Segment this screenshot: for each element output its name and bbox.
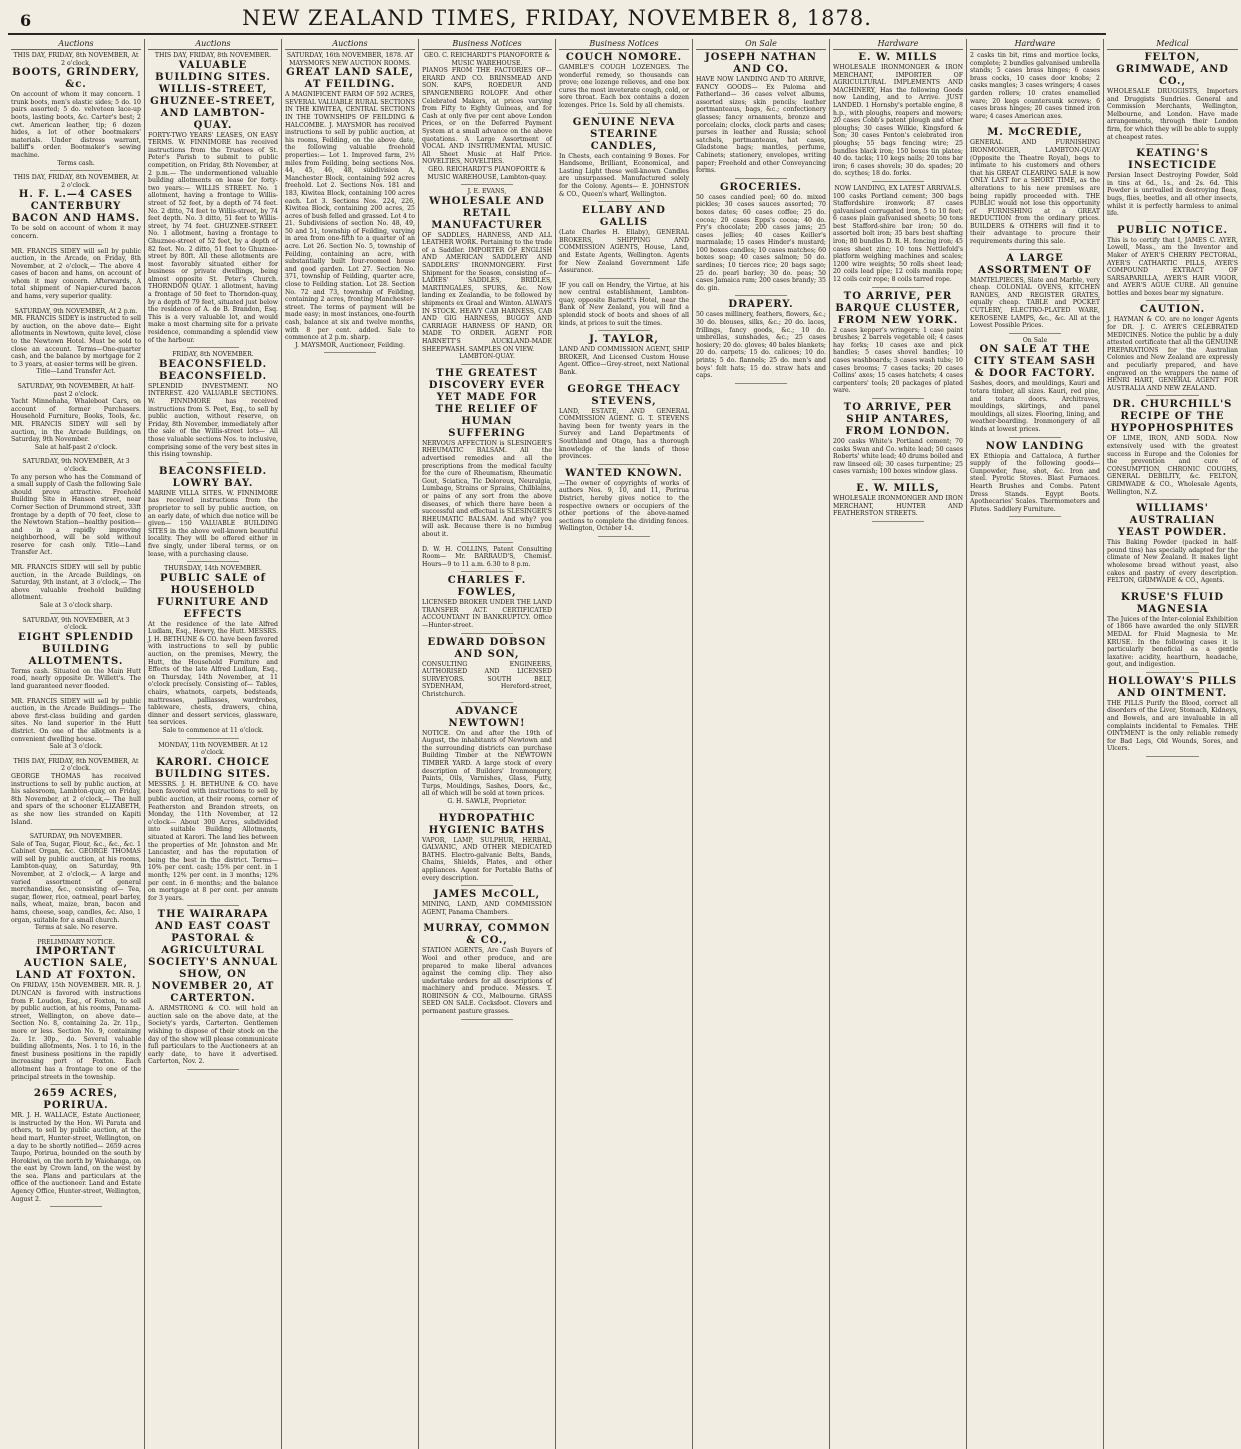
advertisement [559, 52, 689, 110]
ad-dateline: THIS DAY, FRIDAY, 8th NOVEMBER, At 2 o'clock. [13, 174, 139, 189]
ad-headline: DR. CHURCHILL'S RECIPE OF THE HYPOPHOSPHITES [1110, 399, 1235, 435]
ad-body: GEORGE THOMAS has received instructions to sell by public auction, at his salesroom, Lambton-quay, on Friday, 8th November, at 2 o'clock,— The hull and spars of the schooner ELIZABETH, as she now lies stranded on Kapiti Island. [11, 772, 141, 826]
ad-body: MR. FRANCIS SIDEY will sell by public auction, in the Arcade Buildings— The above first-class building and garden sites. No land superior in the Hutt district. On one of the allotments is a convenient dwelling house. [11, 697, 141, 743]
column-heading: Auctions [148, 39, 278, 50]
advertisement [833, 52, 963, 178]
ad-separator [187, 462, 239, 463]
ad-separator [1146, 588, 1198, 589]
ad-separator [598, 464, 650, 465]
ad-separator [598, 330, 650, 331]
ad-body: 2 casks tin bit, rims and mortice locks, complete; 2 bundles galvanised umbrella stands; 5 cases brass hinges; 6 cases brass cocks, 10 cases door knobs; 2 casks mangles; 3 cases wringers; 4 cases garden rollers; 10 crates enamelled ware; 20 kegs countersunk screws; 6 cases brass hinges; 20 cases tinned iron ware; 4 cases American axes. [970, 52, 1100, 120]
ad-separator [598, 278, 650, 279]
ad-headline: MURRAY, COMMON & CO., [423, 923, 551, 947]
ad-closing: GEO. REICHARDT'S PIANOFORTE & MUSIC WAREHOUSE, Lambton-quay. [427, 165, 547, 181]
advertisement [11, 308, 141, 376]
ad-body: STATION AGENTS, Are Cash Buyers of Wool and other produce, and are prepared to make liberal advances against the coming clip. They also undertake orders for all descriptions of machinery and produce. Messrs. T. ROBINSON & CO., Melbourne. GRASS SEED ON SALE. Cocksfoot. Clovers and permanent pasture grasses. [422, 947, 552, 1016]
ad-headline: PUBLIC NOTICE. [1117, 224, 1228, 236]
ad-separator [187, 1069, 239, 1070]
advertisement [11, 833, 141, 932]
ad-body: IF you call on Hendry, the Virtue, at his new central establishment, Lambton-quay, opposite Barnett's Hotel, near the Bank of New Zealand, you will find a splendid stock of boots and shoes of all kinds, at prices to suit the times. [559, 281, 689, 327]
newspaper-title: NEW ZEALAND TIMES, FRIDAY, NOVEMBER 8, 1878. [242, 6, 872, 30]
ad-body: In Chests, each containing 9 Boxes. For Handsome, Brilliant, Economical, and Lasting Light these well-known Candles are unsurpassed. Manufactured solely for the Colony. Agents— E. JOHNSTON & CO., Queen's wharf, Wellington. [559, 152, 689, 198]
ad-body: On account of whom it may concern. 1 trunk boots, men's elastic sides; 5 do. 10 pairs assorted; 5 do. velveteen lace-up boots, lasting boots, &c. Carter's best; 2 cwt. American leather, tip; 6 dozen hides, a lot of other bootmakers' materials. Under distress warrant, balliff's order. Bootmaker's sewing machine. [11, 91, 141, 159]
column-8 [967, 39, 1104, 1449]
ad-body: HAVE NOW LANDING AND TO ARRIVE, FANCY GOODS— Ex Paloma and Fatherland— 36 cases velvet albums, assorted sizes; skin pencils; leather portmanteaus, bags, &c.; confectionery glasses; fancy ornaments, bronze and porcelain; clocks, clock parts and cases; purses in leather and Russia; school satchels, portmanteaus, hat cases, Gladstone bags; mantles, perfume, Cabinets; stationery, envelopes, writing paper; Freehold and other Conveyancing forms. [696, 76, 826, 175]
ad-separator [187, 561, 239, 562]
ad-headline: HYDROPATHIC HYGIENIC BATHS [428, 812, 546, 836]
advertisement [559, 384, 689, 461]
ad-closing: Sale at 3 o'clock. [49, 743, 103, 751]
advertisement [1107, 304, 1238, 392]
advertisement [559, 117, 689, 199]
ad-headline: A LARGE ASSORTMENT OF [978, 252, 1092, 276]
advertisement [148, 909, 278, 1066]
column-heading: Hardware [970, 39, 1100, 50]
ad-headline: FELTON, GRIMWADE, AND CO., [1116, 52, 1229, 87]
ad-separator [461, 809, 513, 810]
advertisement [559, 468, 689, 533]
ad-headline: ON SALE AT THE CITY STEAM SASH & DOOR FACTORY. [974, 344, 1096, 380]
ad-headline: ELLABY AND GALLIS [582, 205, 666, 229]
ad-headline: KEATING'S INSECTICIDE [1128, 148, 1217, 172]
ad-headline: THE WAIRARAPA AND EAST COAST PASTORAL & AGRICULTURAL SOCIETY'S ANNUAL SHOW, ON NOVEMBER 20, AT CARTERTON. [148, 909, 278, 1005]
ad-headline: TO ARRIVE, PER SHIP ANTARES, FROM LONDON. [843, 401, 953, 437]
ad-separator [50, 1084, 102, 1085]
ad-separator [187, 347, 239, 348]
column-4 [419, 39, 556, 1449]
advertisement [1107, 148, 1238, 218]
advertisement [970, 52, 1100, 120]
ad-body: THE PILLS Purify the Blood, correct all disorders of the Liver, Stomach, Kidneys, and Bowels, and are invaluable in all complaints incidental to Females. THE OINTMENT is the only reliable remedy for Bad Legs, Old Wounds, Sores, and Ulcers. [1107, 699, 1238, 753]
ad-headline: E. W. MILLS, [856, 482, 940, 494]
advertisement [833, 185, 963, 284]
column-heading: Business Notices [559, 39, 689, 50]
ad-separator [461, 571, 513, 572]
ad-headline: J. TAYLOR, [589, 334, 659, 346]
ad-separator [50, 613, 102, 614]
ad-body: MR. FRANCIS SIDEY is instructed to sell by auction, on the above date— Eight allotments in Newtown, quite level, close to the Newtown Hotel. Must be sold to close an account. Terms—One-quarter cash, and the balance by mortgage for 2 to 3 years, at easier terms will be given. [11, 315, 141, 368]
ad-headline: BEACONSFIELD. BEACONSFIELD. [158, 358, 268, 382]
ad-body: MARINE VILLA SITES. W. FINNIMORE has received instructions from the proprietor to sell by public auction, on an early date, of which due notice will be given— 150 VALUABLE BUILDING SITES in the above well-known beautiful locality. They will be offered either in five singly, under liberal terms, or on lease, with a purchasing clause. [148, 489, 278, 558]
ad-body: This is to certify that I, JAMES C. AYER, Lowell, Mass., am the Inventor and Maker of AYER'S CHERRY PECTORAL, AYER'S CATHARTIC PILLS, AYER'S COMPOUND EXTRACT OF SARSAPARILLA, AYER'S HAIR VIGOR, and AYER'S AGUE CURE. All genuine bottles and boxes bear my signature. [1107, 236, 1238, 297]
advertisement [1107, 399, 1238, 496]
ad-separator [598, 201, 650, 202]
ad-body: Terms cash. Situated on the Main Hutt road, nearly opposite Dr. Willett's. The land guaranteed never flooded. [11, 667, 141, 690]
ad-dateline: SATURDAY, 9th NOVEMBER. [29, 833, 123, 841]
ad-headline: CAUTION. [1139, 304, 1206, 316]
ad-body: MANTELPIECES, Slate and Marble, very cheap. COLONIAL OVENS, KITCHEN RANGES, AND REGISTER GRATES, equally cheap. TABLE and POCKET CUTLERY, ELECTRO-PLATED WARE, KEROSENE LAMPS, &c., &c. All at the Lowest Possible Prices. [970, 276, 1100, 330]
ad-separator [872, 287, 924, 288]
advertisement [1107, 503, 1238, 585]
advertisement [970, 127, 1100, 245]
ad-body: GAMBLE'S COUGH LOZENGES. The wonderful remedy, so thousands can prove; one lozenge relieves, and one box cures the most inveterate cough, cold, or sore throat. Each box contains a dozen lozenges. Price 1s. Sold by all chemists. [559, 64, 689, 109]
ad-dateline: THIS DAY, FRIDAY, 8th NOVEMBER, At 2 o'clock, [13, 52, 139, 67]
ad-body: At the residence of the late Alfred Ludlam, Esq., Hewry, the Hutt. MESSRS. J. H. BETHUNE & CO. have been favored with instructions to sell by public auction, on the premises, Mewry, the Hutt, the Household Furniture and Effects of the late Alfred Ludlam, Esq., on Thursday, 14th November, at 11 o'clock precisely. Consisting of— Tables, chairs, whatnots, carpets, bedsteads, mattresses, palliasses, wardrobes, tableware, chests, drawers, china, dinner and dessert services, glassware, tea services. [148, 620, 278, 727]
ad-separator [872, 398, 924, 399]
advertisement [833, 291, 963, 395]
advertisement [422, 188, 552, 361]
ad-body: This Baking Powder (packed in half-pound tins) has specially adapted for the climate of New Zealand. It makes light wholesome bread without yeast, also cakes and pastry of every description. FELTON, GRIMWADE & CO., Agents. [1107, 539, 1238, 585]
advertisement [422, 889, 552, 916]
advertisement [11, 617, 141, 691]
ad-body: LAND, ESTATE, AND GENERAL COMMISSION AGENT. G. T. STEVENS having been for twenty years in the Survey and Land Departments of Southland and Otago, has a thorough knowledge of the lands of those provinces. [559, 407, 689, 461]
advertisement [11, 174, 141, 240]
ad-separator [1146, 221, 1198, 222]
advertisement [696, 52, 826, 175]
ad-separator [50, 304, 102, 305]
ad-separator [1146, 300, 1198, 301]
ad-headline: COUCH NOMORE. [565, 52, 683, 63]
ad-headline: GREAT LAND SALE, AT FEILDING. [286, 67, 414, 91]
ad-separator [735, 295, 787, 296]
ad-body: LICENSED BROKER UNDER THE LAND TRANSFER ACT. CERTIFICATED ACCOUNTANT IN BANKRUPTCY. Office—Hunter-street. [422, 599, 552, 630]
ad-dateline: SATURDAY, 9th NOVEMBER, At half-past 2 o'clock. [17, 383, 135, 398]
ad-headline: WANTED KNOWN. [565, 467, 683, 479]
column-7 [830, 39, 967, 1449]
advertisement [11, 939, 141, 1081]
ad-body: D. W. H. COLLINS, Patent Consulting Room— Mr. BARRAUD'S, Chemist. Hours—9 to 11 a.m. 6.30 to 8 p.m. [422, 545, 552, 568]
ad-separator [735, 383, 787, 384]
ad-body: GENERAL AND FURNISHING IRONMONGER, LAMBTON-QUAY (Opposite the Theatre Royal), begs to intimate to his customers and others that his GREAT CLEARING SALE is now ONLY LAST for a SHORT TIME, as the alterations to his new premises are being rapidly proceeded with. THE PUBLIC would not lose this opportunity of FURNISHING at a GREAT REDUCTION from the ordinary prices. BUILDERS & OTHERS will find it to their advantage to procure their requirements during this sale. [970, 139, 1100, 246]
advertisement [559, 205, 689, 275]
ad-body: On FRIDAY, 15th NOVEMBER. MR. R. J. DUNCAN is favored with instructions from F. Loudon, Esq., of Foxton, to sell by public auction, at his rooms, Panama-street, Wellington, on above date— Section No. 8, containing 2a. 2r. 11p., more or less. Section No. 9, containing 2a. 1r. 30p., do. Several valuable building allotments, Nos. 1 to 16, in the finest business positions in the rapidly increasing port of Foxton. Each allotment has a frontage to one of the principal streets in the township. [11, 982, 141, 1081]
advertisement [970, 253, 1100, 330]
ad-dateline: THURSDAY, 14th NOVEMBER. [164, 565, 262, 573]
advertisement [696, 182, 826, 293]
ad-headline: GROCERIES. [719, 181, 803, 193]
column-1 [8, 39, 145, 1449]
ad-body: To be sold on account of whom it may concern. [11, 225, 141, 240]
ad-dateline: On Sale [1022, 336, 1048, 344]
ad-headline: JAMES McCOLL, [433, 889, 541, 901]
ad-headline: KARORI. CHOICE BUILDING SITES. [155, 756, 271, 780]
ad-headline: BOOTS, GRINDERY, &c. [12, 67, 140, 91]
ad-body: To any person who has the Command of a small supply of Cash the following Sale should prove attractive. Freehold Building Site in Hanson street, near Corner Section of Drummond street, 33ft frontage by a depth of 70 feet, close to the Newtown Station—healthy position—and in a rapidly improving neighborhood, will be sold without reserve for cash only. Title—Land Transfer Act. [11, 473, 141, 557]
ad-body: WHOLESALE DRUGGISTS, Importers and Druggists Sundries. General and Commission Merchants, Wellington, Melbourne, and London. Have made arrangements, through their London firm, for which they will be able to supply at cheapest rates. [1107, 88, 1238, 141]
ad-dateline: THIS DAY, FRIDAY, 8th NOVEMBER. [154, 52, 272, 59]
ad-body: SPLENDID INVESTMENT. NO INTEREST. 420 VALUABLE SECTIONS. W. FINNIMORE has received instructions from S. Peet, Esq., to sell by public auction, without reserve, on Friday, 8th November, immediately after the sale of the Willis-street lots— All those valuable sections Nos. to inclusive, comprising some of the very best sites in this rising township. [148, 382, 278, 459]
advertisement [11, 564, 141, 610]
ad-body: J. HAYMAN & CO. are no longer Agents for DR. J. C. AYER'S CELEBRATED MEDICINES. Notice the public by a duly attested certificate that all the GENUINE PREPARATIONS for the Australian Colonies and New Zealand are expressly and peculiarly prepared, and have engraved on the wrappers the name of HENRI HART, GENERAL AGENT FOR AUSTRALIA AND NEW ZEALAND. [1107, 316, 1238, 392]
ad-body: WHOLESALE IRONMONGER AND IRON MERCHANT, HUNTER AND FEATHERSTON STREETS. [833, 494, 963, 518]
ad-body: Sale of Tea, Sugar, Flour, &c., &c., &c. 1 Cabinet Organ, &c. GEORGE THOMAS will sell by public auction, at his rooms, Lambton-quay, on Saturday, 9th November, at 2 o'clock,— A large and varied assortment of general merchandise, &c., consisting of— Tea, sugar, flower, rice, oatmeal, pearl barley, nails, wheat, maize, bran, bacon and hams, cheese, soap, candles, &c. Also, 1 organ, suitable for a small church. [11, 840, 141, 924]
ad-separator [50, 379, 102, 380]
ad-separator [324, 352, 376, 353]
ad-body: MR. FRANCIS SIDEY will sell by public auction, in the Arcade, on Friday, 8th November, at 2 o'clock,— The above 4 cases of bacon and hams, on account of whom it may concern. Afterwards, A total shipment of Napier-cured bacon and hams, very superior quality. [11, 247, 141, 301]
advertisement [559, 334, 689, 376]
column-heading: Business Notices [422, 39, 552, 50]
advertisement [11, 1088, 141, 1203]
ad-dateline: THIS DAY, FRIDAY, 8th NOVEMBER, At 2 o'clock. [13, 757, 139, 773]
page-number: 6 [20, 11, 32, 30]
ad-separator [735, 178, 787, 179]
ad-separator [50, 935, 102, 936]
ad-closing: Title—Land Transfer Act. [36, 368, 116, 376]
ad-body: Persian Insect Destroying Powder, Sold in tins at 6d., 1s., and 2s. 6d. This Powder is unrivalled in destroying fleas, bugs, flies, beetles, and all other insects, whilst it is perfectly harmless to animal life. [1107, 172, 1238, 218]
ad-body: OF LIME, IRON, AND SODA. Now extensively used with the greatest success in Europe and the Colonies for the prevention and cure of CONSUMPTION, CHRONIC COUGHS, GENERAL DEBILITY, &c. FELTON, GRIMWADE & CO., Wholesale Agents, Wellington, N.Z. [1107, 435, 1238, 496]
column-heading: Hardware [833, 39, 963, 50]
ad-body: EX Ethiopia and Cattaloca, A further supply of the following goods— Gunpowder, fuse, shot, &c. Iron and steel. Pyrotic Stoves. Blast Furnaces. Hearth Brushes and Combs. Patent Dress Stands. Egypt Boots. Apothecaries' Scales. Thermometers and Flutes. Saddlery Furniture. [970, 452, 1100, 513]
ad-body: 50 cases millinery, feathers, flowers, &c.; 30 do. blouses, silks, &c.; 20 do. laces, frillings, fancy goods, &c.; 10 do. umbrellas, sunshades, &c.; 25 cases hosiery; 20 do. gloves; 40 bales blankets; 20 do. carpets; 15 do. calicoes; 10 do. prints; 5 do. flannels; 25 do. men's and boys' felt hats; 15 do. straw hats and caps. [696, 311, 826, 380]
ad-headline: NOW LANDING [985, 440, 1085, 452]
ad-body: 2 cases kepper's wringers; 1 case paint brushes; 2 barrels vegetable oil; 4 cases hay forks; 10 cases axe and pick handles; 5 cases shovel handles; 10 cases washboards; 3 cases wash tubs; 10 cases brooms; 7 cases tacks; 20 cases Collins' axes; 15 cases hatchets; 4 cases carpenters' tools; 20 packages of plated ware. [833, 326, 963, 395]
advertisement [11, 458, 141, 557]
ad-dateline: MONDAY, 11th NOVEMBER. At 12 o'clock. [158, 741, 268, 757]
advertisement [422, 368, 552, 539]
ad-separator [1146, 499, 1198, 500]
advertisement [422, 637, 552, 699]
ad-closing: LAMBTON-QUAY. [459, 353, 515, 361]
advertisement [148, 52, 278, 344]
ad-separator [461, 1019, 513, 1020]
column-2 [145, 39, 282, 1449]
ad-body: NOTICE. On and after the 19th of August, the inhabitants of Newtown and the surrounding districts can purchase Building Timber at the NEWTOWN TIMBER YARD. A large stock of every description of Builders' Ironmongery, Paints, Oils, Varnishes, Glass, Putty, Turps, Mouldings, Sashes, Doors, &c., all of which will be sold at town prices. [422, 729, 552, 798]
ad-headline: TO ARRIVE, PER BARQUE CLUSTER, FROM NEW YORK. [835, 290, 961, 326]
ad-body: A MAGNIFICENT FARM OF 592 ACRES, SEVERAL VALUABLE RURAL SECTIONS IN THE KIWITEA, CENTRAL SECTIONS IN THE TOWNSHIPS OF FEILDING & HALCOMBE. J. MAYSMOR has received instructions to sell by public auction, at his rooms, Feilding, on the above date, the following valuable freehold properties:— Lot 1. Improved farm, 2½ miles from Feilding, being sections Nos. 44, 45, 46, 48, subdivision A, Manchester Block, containing 592 acres freehold. Lot 2. Sections Nos. 181 and 183, Kiwitea Block, containing 100 acres each. Lot 3. Sections Nos. 224, 226, Kiwitea Block, containing 200 acres, 25 acres of bush felled and grassed. Lot 4 to 21. Subdivisions of section No. 48, 49, 50 and 51, township of Feilding, varying in area from one-fifth to a quarter of an acre. Lot 26. Section No. 5, township of Feilding, containing an acre, with substantially built four-roomed house and good garden. Lot 27. Section No. 371, township of Feilding, quarter acre, close to Feilding station. Lot 28. Section No. 72 and 73, township of Feilding, containing 2 acres, fronting Manchester-street. The terms of payment will be made easy; in most instances, one-fourth cash, balance at six and twelve months, with 8 per cent. added. Sale to commence at 2 p.m. sharp. [285, 91, 415, 342]
ad-headline: WHOLESALE AND RETAIL MANUFACTURER [429, 195, 545, 231]
column-5 [556, 39, 693, 1449]
column-heading: Auctions [11, 39, 141, 50]
ad-separator [50, 170, 102, 171]
ad-dateline: SATURDAY, 9th NOVEMBER, At 3 o'clock. [22, 616, 130, 632]
ad-separator [872, 181, 924, 182]
ad-closing: Sale at 3 o'clock sharp. [39, 602, 113, 610]
ad-body: 50 cases candied peel; 60 do. mixed pickles; 30 cases sauces assorted; 70 boxes dates; 60 cases coffee; 25 do. cocoa; 20 cases Epps's cocoa; 40 do. Fry's chocolate; 200 cases jams; 25 cases jellies; 40 cases Keiller's marmalade; 15 cases Hinder's mustard; 100 boxes candles; 10 cases matches; 60 boxes soap; 40 cases salmon; 50 do. sardines; 10 tierces rice; 20 bags sago; 25 do. pearl barley; 30 do. peas; 50 cases Jamaica rum; 200 cases brandy; 35 do. gin. [696, 193, 826, 292]
ad-body: PIANOS FROM THE FACTORIES OF— ERARD AND CO. BRINSMEAD AND SON. KAPS, ROEDEUR AND SPANGENBERG ROLOFF. And other Celebrated Makers, at prices varying from Fifty to Eighty Guineas, and for Cash at only five per cent above London Prices, or on the Deferred Payment System at a small advance on the above quotations. A Large Assortment of VOCAL AND INSTRUMENTAL MUSIC. All Sheet Music at Half Price. NOVELTIES, NOVELTIES. [422, 67, 552, 166]
ad-separator [872, 479, 924, 480]
ad-separator [1146, 395, 1198, 396]
ad-headline: GEORGE THEACY STEVENS, [567, 383, 681, 407]
advertisement [148, 565, 278, 735]
ad-separator [50, 1206, 102, 1207]
ad-body: 200 casks White's Portland cement; 70 casks Swan and Co. white lead; 50 cases Roberts' white lead; 40 drums boiled and raw linseed oil; 30 cases turpentine; 25 cases varnish; 100 boxes window glass. [833, 437, 963, 476]
ad-headline: M. McCREDIE, [987, 127, 1083, 139]
ad-headline: GENUINE NEVA STEARINE CANDLES, [572, 116, 676, 152]
ad-headline: PUBLIC SALE of HOUSEHOLD FURNITURE AND EFFECTS [156, 572, 270, 620]
column-6 [693, 39, 830, 1449]
ad-separator [50, 694, 102, 695]
ad-body: MR. FRANCIS SIDEY will sell by public auction, in the Arcade Buildings, on Saturday, 9th instant, at 3 o'clock,— The above valuable freehold building allotment. [11, 564, 141, 602]
ad-headline: THE GREATEST DISCOVERY EVER YET MADE FOR THE RELIEF OF HUMAN SUFFERING [428, 367, 546, 439]
advertisement [970, 441, 1100, 514]
ad-closing: J. MAYSMOR, Auctioneer, Feilding. [295, 341, 405, 349]
ad-separator [598, 380, 650, 381]
ad-separator [50, 560, 102, 561]
ad-headline: H. F. L.—4 CASES CANTERBURY BACON AND HAMS. [11, 189, 141, 225]
ad-separator [50, 754, 102, 755]
ad-separator [50, 244, 102, 245]
advertisement [696, 299, 826, 379]
ad-headline: VALUABLE BUILDING SITES. WILLIS-STREET, GHUZNEE-STREET, AND LAMBTON-QUAY. [150, 59, 276, 131]
advertisement [422, 813, 552, 883]
ad-separator [598, 113, 650, 114]
advertisement [422, 546, 552, 569]
ad-separator [1146, 672, 1198, 673]
column-heading: Medical [1107, 39, 1238, 50]
ad-headline: WILLIAMS' AUSTRALIAN YEAST POWDER. [1117, 503, 1228, 539]
ad-separator [461, 364, 513, 365]
ad-separator [461, 184, 513, 185]
advertisement [422, 706, 552, 806]
ad-body: —The owner of copyrights of works of authors Nos. 9, 10, and 11, Porirua District, hereby gives notice to the respective owners or occupiers of the other portions of the above-named sections to complete the dividing fences. Wellington, October 14. [559, 479, 689, 533]
advertisement [148, 742, 278, 903]
ad-body: (Late Charles H. Ellaby), GENERAL BROKERS, SHIPPING AND COMMISSION AGENTS, House, Land, and Estate Agents, Wellington. Agents for New Zealand Government Life Assurance. [559, 229, 689, 275]
advertisement [1107, 225, 1238, 298]
ad-headline: JOSEPH NATHAN AND CO. [705, 52, 817, 75]
advertisement [11, 383, 141, 451]
advertisement [1107, 592, 1238, 669]
ad-separator [1146, 756, 1198, 757]
ad-body: MESSRS. J. H. BETHUNE & CO. have been favored with instructions to sell by public auction, at their rooms, corner of Featherston and Brandon streets, on Monday, the 11th November, at 12 o'clock— About 300 Acres, subdivided into suitable Building Allotments, situated at Karori. The land lies between the properties of Mr. Johnston and Mr. Lancaster, and has the reputation of being the best in the district. Terms—10% per cent. cash; 15% per cent. in 1 month; 12% per cent. in 3 months; 12% per cent. in 6 months; and the balance on mortgage at 8 per cent. per annum for 3 years. [148, 780, 278, 902]
advertisement [970, 337, 1100, 434]
ad-dateline: NOW LANDING, EX LATEST ARRIVALS. [834, 184, 962, 192]
ad-separator [461, 633, 513, 634]
ad-headline: BEACONSFIELD. LOWRY BAY. [158, 465, 268, 489]
ad-body: Sashes, doors, and mouldings, Kauri and totara timber, all sizes. Kauri, red pine, and totara doors. Architraves, mouldings, skirtings, and panel mouldings, all sizes. Flooring, lining, and weather-boarding. Ironmongery of all kinds at lowest prices. [970, 380, 1100, 433]
ad-headline: EIGHT SPLENDID BUILDING ALLOTMENTS. [18, 631, 134, 667]
ad-closing: G. H. SAWLE, Proprietor. [447, 797, 527, 805]
advertisement [11, 698, 141, 751]
ad-closing: Sale to commence at 11 o'clock. [162, 727, 264, 734]
ad-closing: Sale at half-past 2 o'clock. [34, 443, 118, 451]
advertisement [11, 758, 141, 826]
advertisement [148, 466, 278, 558]
advertisement [11, 52, 141, 167]
ad-body: Yacht Minnehaha, Whaleboat Cars, on account of former Purchasers. Household Furniture, Books, Tools, &c. MR. FRANCIS SIDEY will sell by auction, in the Arcade Buildings, on Saturday, 9th November. [11, 398, 141, 444]
advertisement [422, 923, 552, 1015]
ad-dateline: PRELIMINARY NOTICE. [37, 938, 115, 946]
ad-separator [1009, 333, 1061, 334]
ad-separator [461, 702, 513, 703]
ad-separator [1009, 437, 1061, 438]
ad-headline: E. W. MILLS [858, 52, 938, 63]
ad-headline: HOLLOWAY'S PILLS AND OINTMENT. [1107, 675, 1238, 699]
ad-headline: IMPORTANT AUCTION SALE, LAND AT FOXTON. [15, 946, 137, 982]
ad-separator [1009, 516, 1061, 517]
ad-headline: EDWARD DOBSON AND SON, [427, 636, 547, 660]
ad-separator [461, 542, 513, 543]
ad-separator [461, 885, 513, 886]
ad-headline: CHARLES F. FOWLES, [447, 575, 527, 599]
ad-separator [461, 919, 513, 920]
ad-separator [1009, 249, 1061, 250]
ad-body: MR. J. H. WALLACE, Estate Auctioneer, is instructed by the Hon. Wi Parata and others, to sell by public auction, at the head mart, Hunter-street, Wellington, on a day to be shortly notified— 2659 acres Taupo, Porirua, bounded on the south by Horokiwi, on the north by Waiohanga, on the east by Crown land, on the west by the sea. Plans and particulars at the office of the auctioneer. Land and Estate Agency Office, Hunter-street, Wellington, August 2. [11, 1112, 141, 1203]
ad-separator [872, 521, 924, 522]
ad-separator [187, 905, 239, 906]
column-heading: Auctions [285, 39, 415, 50]
advertisement [422, 575, 552, 629]
advertisement [148, 351, 278, 459]
column-3 [282, 39, 419, 1449]
ad-dateline: J. E. EVANS, [467, 188, 507, 196]
advertisement [559, 282, 689, 328]
columns-container [8, 39, 1238, 1449]
advertisement [1107, 52, 1238, 141]
ad-body: 100 casks Portland cement; 300 bags Staffordshire ironwork; 87 cases galvanised corrugated iron, 5 to 10 feet; 6 cases plain galvanised sheets; 50 tons best Stafford-shire bar iron; 50 do. assorted bolt iron; 35 bars best shafting iron; 80 bundles D. R. H. fencing iron; 45 cases sheet zinc; 10 tons Nettlefold's platform weighing machines and scales; 1200 wire weights; 50 rolls sheet lead; 20 coils lead pipe; 12 coils manila rope; 12 coils coir rope; 8 coils tarred rope. [833, 192, 963, 284]
column-heading: On Sale [696, 39, 826, 50]
ad-dateline: SATURDAY, 9th NOVEMBER, At 3 o'clock. [22, 458, 130, 473]
ad-body: The Juices of the Inter-colonial Exhibition of 1866 have awarded the only SILVER MEDAL for Fluid Magnesia to Mr. KRUSE. In the following cases it is particularly beneficial as a gentle laxative: acidity, heartburn, headache, gout, and indigestion. [1107, 615, 1238, 669]
ad-body: OF SADDLES, HARNESS, AND ALL LEATHER WORK. Pertaining to the trade of a Saddler. IMPORTER OF ENGLISH AND AMERICAN SADDLERY AND SADDLERS' IRONMONGERY. First Shipment for the Season, consisting of— LADIES' SADDLES, BRIDLES, MARTINGALES, SPURS, &c. Now landing ex Zealandia, to be followed by shipments ex Graal and Winton. ALWAYS IN STOCK. HEAVY CAB HARNESS, CAB AND GIG HARNESS, BUGGY AND CARRIAGE HARNESS OF HAND, OR MADE TO ORDER. AGENT FOR HARNETT'S AUCKLAND-MADE SHEEPWASH. SAMPLES ON VIEW. [422, 231, 552, 353]
ad-separator [598, 536, 650, 537]
ad-separator [1146, 144, 1198, 145]
advertisement [422, 52, 552, 181]
advertisement [833, 483, 963, 518]
ad-body: NERVOUS AFFECTION is SLESINGER'S RHEUMATIC BALSAM. All the advertised remedies and all the prescriptions from the medical faculty for the cure of Rheumatism, Rheumatic Gout, Sciatica, Tic Doloreux, Neuralgia, Lumbago, Strains or Sprains, Chilblains, or pains of any sort from the above diseases, of which there have been a successful and effectual is SLESINGER'S RHEUMATIC BALSAM. And why? you will ask. Because there is no humbug about it. [422, 439, 552, 538]
advertisement [285, 52, 415, 349]
ad-body: WHOLESALE IRONMONGER & IRON MERCHANT, IMPORTER OF AGRICULTURAL IMPLEMENTS AND MACHINERY, Has the following Goods now Landing, and to Arrive. JUST LANDED. 1 Hornsby's portable engine, 8 h.p., with ploughs, reapers and mowers; 20 cases Cobb's patent plough and other ploughs; 30 cases Wilkie, Kingsford & Son; 30 cases Fenton's celebrated iron ploughs; 55 bags fencing wire; 25 bundles black iron; 150 boxes tin plates; 40 do. tacks; 110 kegs nails; 20 tons bar iron; 6 cases shovels; 30 do. spades; 20 do. scythes; 18 do. forks. [833, 64, 963, 178]
ad-separator [1009, 123, 1061, 124]
ad-body: A. ARMSTRONG & CO. will hold an auction sale on the above date, at the Society's yards, Carterton. Gentlemen wishing to dispose of their stock on the day of the show will please communicate full particulars to the Auctioneers at an early date, to have it advertised. Carterton, Nov. 2. [148, 1005, 278, 1066]
ad-separator [187, 738, 239, 739]
column-9 [1104, 39, 1241, 1449]
masthead [8, 0, 1106, 35]
ad-body: LAND AND COMMISSION AGENT, SHIP BROKER, And Licensed Custom House Agent. Office—Grey-street, next National Bank. [559, 346, 689, 377]
ad-separator [50, 454, 102, 455]
ad-dateline: FRIDAY, 8th NOVEMBER. [172, 351, 254, 359]
ad-headline: KRUSE'S FLUID MAGNESIA [1121, 591, 1224, 615]
ad-headline: 2659 ACRES, PORIRUA. [33, 1088, 119, 1112]
ad-dateline: GEO. C. REICHARDT'S PIANOFORTE & MUSIC WAREHOUSE. [423, 52, 551, 67]
advertisement [1107, 676, 1238, 753]
ad-body: MINING, LAND, AND COMMISSION AGENT, Panama Chambers. [422, 901, 552, 916]
ad-body: VAPOR, LAMP, SULPHUR, HERBAL, GALVANIC, AND OTHER MEDICATED BATHS. Electro-galvanic Belts, Bands, Chains, Shields, Plates, and other appliances. Agent for Portable Baths of every description. [422, 836, 552, 882]
ad-body: CONSULTING ENGINEERS, AUTHORISED AND LICENSED SURVEYORS. SOUTH BELT, SYDENHAM, Hereford-street, Christchurch. [422, 660, 552, 699]
ad-closing: Terms cash. [57, 159, 95, 167]
advertisement [833, 402, 963, 476]
ad-headline: DRAPERY. [728, 299, 794, 311]
advertisement [11, 248, 141, 301]
ad-dateline: SATURDAY, 16th NOVEMBER, 1878. AT MAYSMOR'S NEW AUCTION ROOMS. [286, 52, 414, 67]
ad-separator [50, 829, 102, 830]
ad-dateline: SATURDAY, 9th NOVEMBER, At 2 p.m. [14, 307, 138, 315]
ad-closing: Terms at sale. No reserve. [34, 924, 118, 932]
ad-headline: ADVANCE NEWTOWN! [448, 705, 526, 729]
ad-body: FORTY-TWO YEARS' LEASES, ON EASY TERMS. W. FINNIMORE has received instructions from the Trustees of St. Peter's Parish to submit to public competition, on Friday, 8th November, at 2 p.m.— The undermentioned valuable building allotments on lease for forty-two years:— WILLIS STREET. No. 1 allotment, having a frontage to Willis-street of 52 feet, by a depth of 74 feet. No. 2 ditto, 74 feet to Willis-street, by 74 feet depth. No. 3 ditto, 51 feet to Willis-street, by 74 feet. GHUZNEE-STREET. No. 1 allotment, having a frontage to Ghuznee-street of 52 feet, by a depth of 82 feet. No. 2 ditto, 51 feet to Ghuznee-street by 80ft. All these allotments are most favorably situated either for business or private dwellings, being almost opposite St. Peter's Church. THORNDON QUAY. 1 allotment, having a frontage of 50 feet to Thorndon-quay, by a depth of 79 feet, situated just below the residence of A. de B. Brandon, Esq. This is a very valuable lot, and would make a most charming site for a private residence, commanding a splendid view of the harbour. [148, 131, 278, 344]
